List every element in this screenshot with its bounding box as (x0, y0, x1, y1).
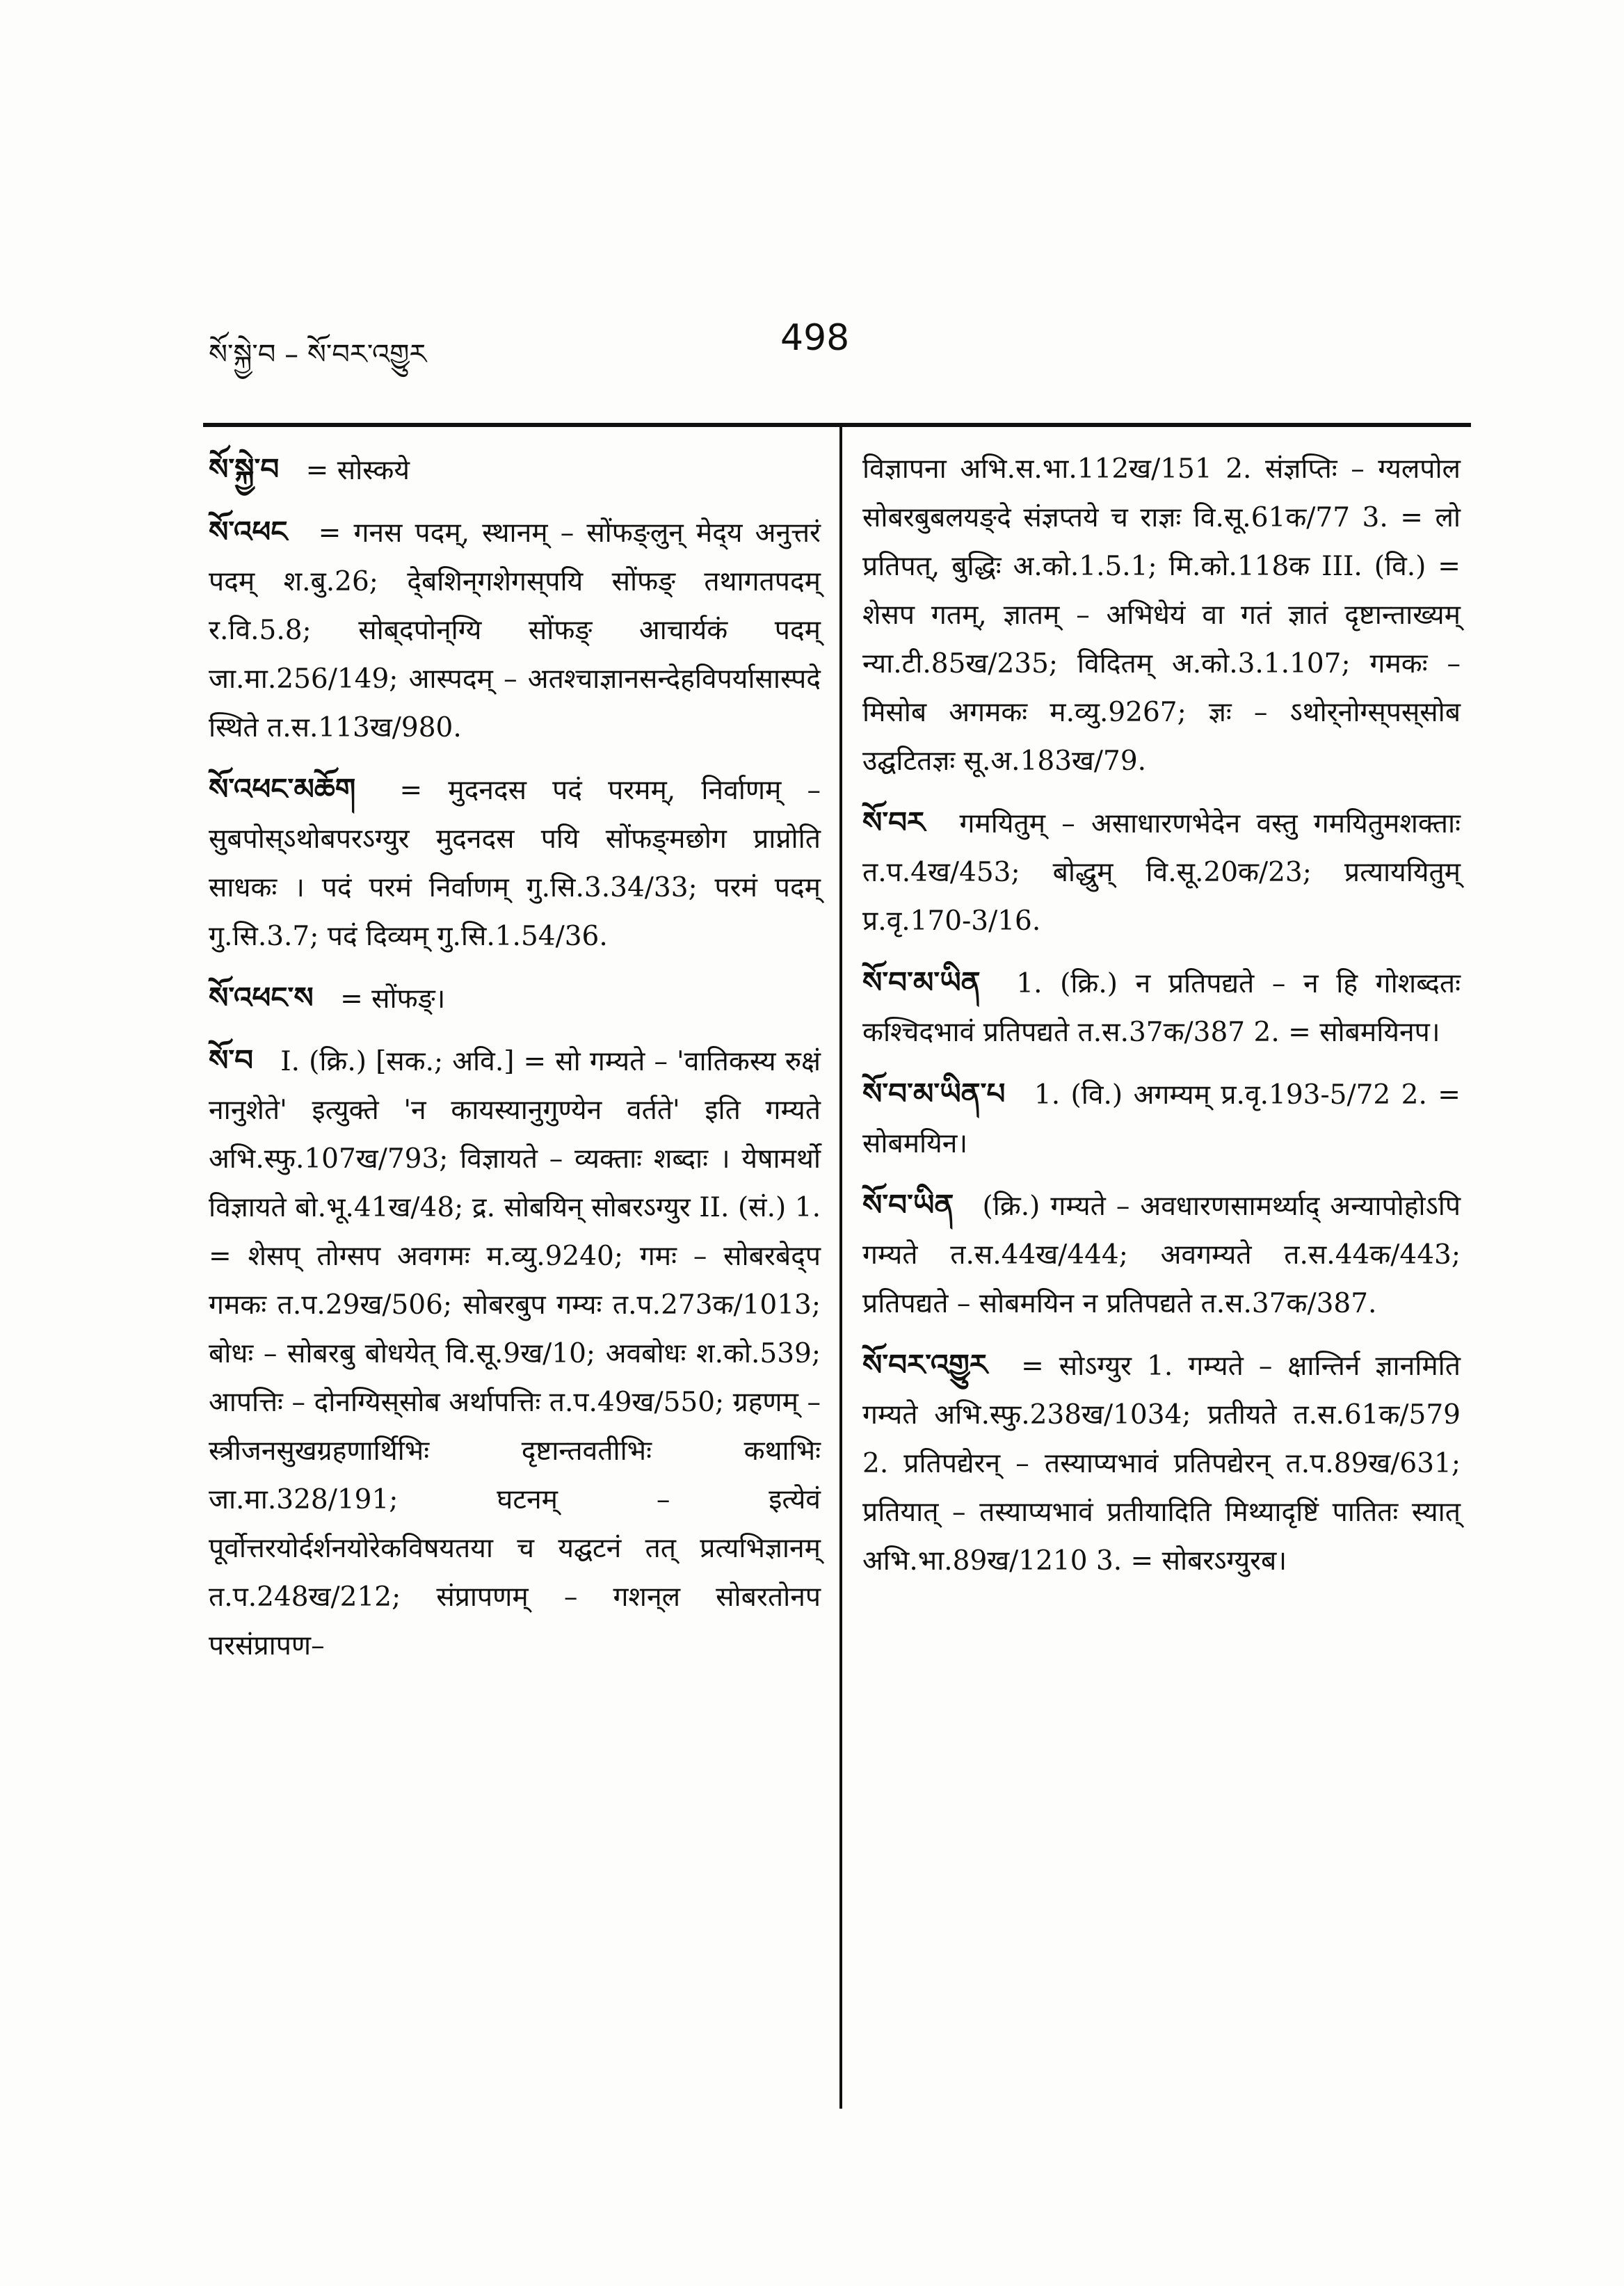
entry-text: = मुदनदस पदं परमम्, निर्वाणम् – सुबपोस्‌ऽथोबपरऽग्युर मुदनदस पयि सोंफङ्‌मछोग प्राप्नोति साधकः । पदं परमं निर्वाणम् गु.सि.3.34/33; परमं पदम् गु.सि.3.7; पदं दिव्यम् गु.सि.1.54/36. (209, 775, 821, 952)
entry (209, 508, 821, 752)
entry-text: = सोऽग्युर 1. गम्यते – क्षान्तिर्न ज्ञानमिति गम्यते अभि.स्फु.238ख/1034; प्रतीयते त.स.61क/579 2. प्रतिपद्येरन् – तस्याप्यभावं प्रतिपद्येरन् त.प.89ख/631; प्रतियात् – तस्याप्यभावं प्रतीयादिति मिथ्यादृष्टिं पातितः स्यात् अभि.भा.89ख/1210 3. = सोबरऽग्युरब। (862, 1351, 1461, 1577)
left-column (209, 445, 821, 1683)
entry (209, 765, 821, 961)
headword: སོ་འཕང་མཆོག (209, 772, 356, 806)
entry (862, 1181, 1461, 1328)
entry-text: = सोंफङ्। (340, 983, 446, 1015)
entry (862, 958, 1461, 1057)
entry (209, 974, 821, 1024)
entry (209, 445, 821, 495)
headword: སོ་བར (862, 805, 926, 839)
headword: སོ་བར་འགྱུར (862, 1348, 988, 1382)
headword: སོ་སྐྱེ་བ (209, 452, 280, 486)
entry-text: = सोस्‍कये (305, 455, 410, 486)
entry (209, 1036, 821, 1671)
header-range: སོ་སྐྱེ་བ – སོ་བར་འགྱུར (209, 339, 427, 371)
entry-text: = गनस पदम्, स्थानम् – सोंफङ्लुन् मेद्‌य अनुत्तरं पदम् श.बु.26; दे्‌बशिन्‌गशेगस्‌पयि सोंफङ् तथागतपदम् र.वि.5.8; सोब्‌दपोन्‌ग्यि सोंफङ् आचार्यकं पदम् जा.मा.256/149; आस्पदम् – अतश्चाज्ञानसन्देहविपर्यासास्पदे स्थिते त.स.113ख/980. (209, 517, 821, 743)
entry-text: I. (क्रि.) [सक.; अवि.] = सो गम्यते – 'वातिकस्य रुक्षं नानुशेते' इत्युक्ते 'न कायस्यानुगुण्येन वर्तते' इति गम्यते अभि.स्फु.107ख/793; विज्ञायते – व्यक्ताः शब्दाः । येषामर्थो विज्ञायते बो.भू.41ख/48; द्र. सोबयिन्‌ सोबरऽग्युर II. (सं.) 1. = शेसप्‌ तोग्सप अवगमः म.व्यु.9240; गमः – सोबरबेद्‌प गमकः त.प.29ख/506; सोबरबुप गम्यः त.प.273क/1013; बोधः – सोबरबु बोधयेत् वि.सू.9ख/10; अवबोधः श.को.539; आपत्तिः – दोनग्यिस्‌सोब अर्थापत्तिः त.प.49ख/550; ग्रहणम् – स्त्रीजनसुखग्रहणार्थिभिः दृष्टान्तवतीभिः कथाभिः जा.मा.328/191; घटनम् – इत्येवं पूर्वोत्तरयोर्दर्शनयोरेकविषयतया च यद्घटनं तत् प्रत्यभिज्ञानम् त.प.248ख/212; संप्रापणम् – गशन्‌ल सोबरतोनप परसंप्रापण– (209, 1046, 821, 1661)
page-number: 498 (780, 317, 850, 359)
headword: སོ་བ་ཡིན (862, 1188, 954, 1222)
headword: སོ་འཕང་ས (209, 981, 314, 1015)
entry-text: गमयितुम् – असाधारणभेदेन वस्तु गमयितुमशक्ताः त.प.4ख/453; बोद्धुम् वि.सू.20क/23; प्रत्याययितुम् प्र.वृ.170-3/16. (862, 808, 1461, 937)
entry-text: विज्ञापना अभि.स.भा.112ख/151 2. संज्ञप्तिः – ग्यलपोल सोबरबुबलयङ्‌दे संज्ञप्तये च राज्ञः वि.सू.61क/77 3. = लो प्रतिपत्, बुद्धिः अ.को.1.5.1; मि.को.118क III. (वि.) = शेसप गतम्, ज्ञातम् – अभिधेयं वा गतं ज्ञातं दृष्टान्ताख्यम् न्या.टी.85ख/235; विदितम् अ.को.3.1.107; गमकः – मिसोब अगमकः म.व्यु.9267; ज्ञः – ऽथोर्‌नोग्स्‌पस्‌सोब उद्घटितज्ञः सू.अ.183ख/79. (862, 453, 1461, 777)
running-head (209, 317, 1415, 371)
headword: སོ་འཕང (209, 515, 288, 549)
entry (862, 1341, 1461, 1586)
entry-text: 1. (वि.) अगम्यम् प्र.वृ.193-5/72 2. = सोबमयिन। (862, 1079, 1461, 1159)
entry-continuation (862, 445, 1461, 786)
header-rule (203, 423, 1471, 427)
headword: སོ་བ་མ་ཡིན་པ (862, 1077, 1006, 1111)
entry (862, 1070, 1461, 1168)
entry (862, 798, 1461, 946)
right-column (862, 445, 1461, 1598)
entry-text: 1. (क्रि.) न प्रतिपद्यते – न हि गोशब्दतः कश्चिदभावं प्रतिपद्यते त.स.37क/387 2. = सोबमयिनप। (862, 968, 1461, 1048)
entry-text: (क्रि.) गम्यते – अवधारणसामर्थ्याद् अन्यापोहोऽपि गम्यते त.स.44ख/444; अवगम्यते त.स.44क/443; प्रतिपद्यते – सोबमयिन न प्रतिपद्यते त.स.37क/387. (862, 1191, 1461, 1319)
headword: སོ་བ (209, 1043, 254, 1077)
column-divider (839, 427, 842, 2109)
headword: སོ་བ་མ་ཡིན (862, 965, 981, 999)
